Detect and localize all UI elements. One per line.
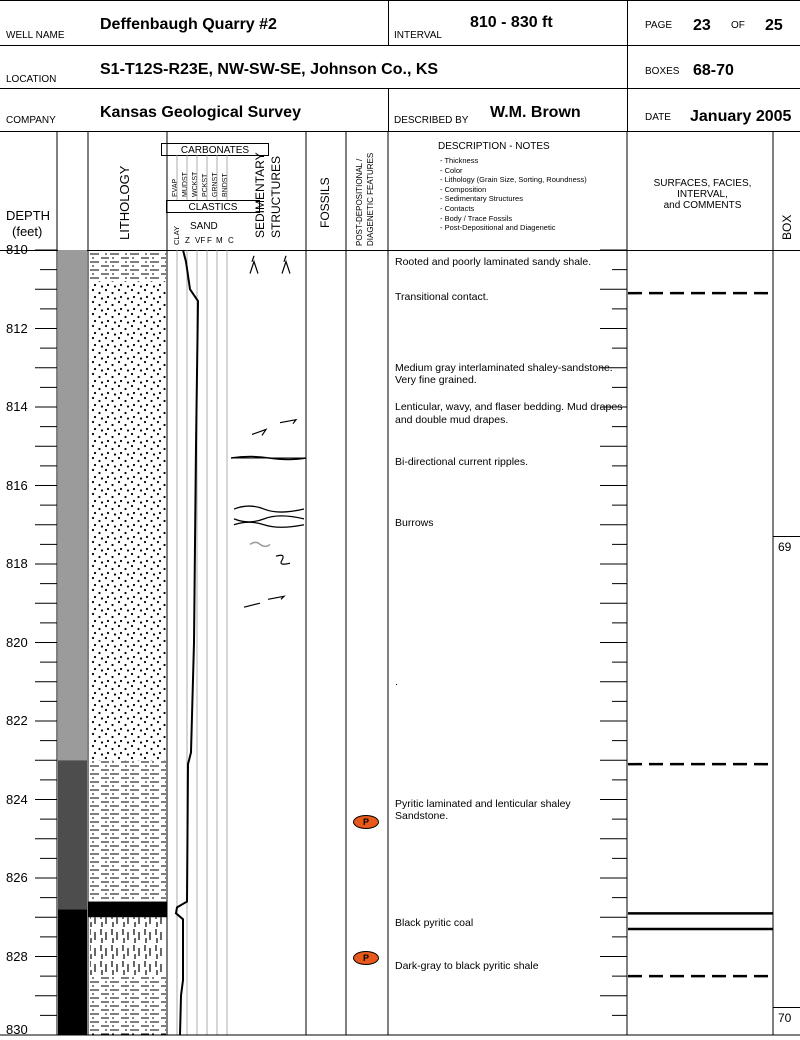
depth-label: 816 — [6, 477, 28, 493]
sed-structures-heading-1: SEDIMENTARY — [253, 152, 267, 238]
depth-label: 814 — [6, 399, 28, 414]
lithology-dark-shale — [90, 976, 166, 1035]
description-note-item: - Color — [440, 165, 463, 175]
box-heading: BOX — [780, 214, 794, 240]
description-text: Burrows — [395, 516, 434, 529]
fossils-heading: FOSSILS — [318, 177, 332, 228]
date-value: January 2005 — [690, 108, 792, 125]
lithology-coal — [88, 902, 167, 918]
well-name: Deffenbaugh Quarry #2 — [100, 16, 277, 33]
described-by-label: DESCRIBED BY — [394, 115, 469, 126]
description-text: Bi-directional current ripples. — [395, 456, 529, 469]
description-note-item: - Body / Trace Fossils — [440, 213, 513, 223]
grain-size-label: M — [216, 236, 223, 245]
depth-label: 822 — [6, 713, 28, 728]
description-note-item: - Contacts — [440, 203, 475, 213]
lithology-heading: LITHOLOGY — [117, 165, 132, 240]
grain-size-label: VF — [195, 236, 206, 245]
color-band-black — [58, 909, 87, 1035]
lenticular-bedding-icon — [244, 596, 284, 607]
description-text: Rooted and poorly laminated sandy shale. — [395, 255, 592, 268]
description-text: Dark-gray to black pyritic shale — [395, 960, 539, 973]
depth-label: 824 — [6, 791, 28, 807]
box-number: 70 — [778, 1010, 792, 1025]
depth-label: 818 — [6, 556, 28, 571]
depth-label: 812 — [6, 320, 28, 336]
interval-value: 810 - 830 ft — [470, 14, 553, 31]
page-label: PAGE — [645, 20, 673, 31]
boxes-value: 68-70 — [693, 62, 734, 79]
location-value: S1-T12S-R23E, NW-SW-SE, Johnson Co., KS — [100, 61, 439, 78]
surfaces-heading-1: SURFACES, FACIES, — [653, 178, 752, 189]
bidirectional-ripple-icon — [234, 506, 304, 527]
pyrite-marker-icon: P — [353, 815, 379, 829]
root-trace-icon — [282, 256, 290, 274]
boxes-label: BOXES — [645, 66, 680, 77]
depth-label: 820 — [6, 634, 28, 650]
description-note-item: - Composition — [440, 184, 487, 194]
sand-label: SAND — [190, 221, 218, 232]
of-label: OF — [731, 20, 745, 31]
grain-size-label: Z — [185, 236, 190, 245]
box-number: 69 — [778, 539, 792, 554]
post-dep-heading-1: POST-DEPOSITIONAL / — [355, 158, 364, 246]
description-text: Black pyritic coal — [395, 917, 474, 930]
description-text: Lenticular, wavy, and flaser bedding. Mud drapes and double mud drapes. — [395, 401, 623, 426]
burrow-icon — [250, 542, 270, 546]
surfaces-heading-2: INTERVAL, — [677, 189, 728, 200]
description-text: . — [395, 675, 398, 688]
depth-label: 830 — [6, 1022, 28, 1037]
description-text: Pyritic laminated and lenticular shaley Sandstone. — [395, 797, 571, 822]
carbonate-type-label: GRNST — [212, 172, 219, 197]
company-label: COMPANY — [6, 115, 56, 126]
lithology-vertical-shale — [90, 917, 166, 976]
depth-unit: (feet) — [12, 224, 43, 239]
depth-heading: DEPTH — [6, 208, 51, 223]
page-total: 25 — [765, 17, 783, 34]
description-text: Transitional contact. — [395, 291, 489, 304]
date-label: DATE — [645, 112, 671, 123]
carbonates-box: CARBONATES — [161, 143, 269, 156]
interval-label: INTERVAL — [394, 30, 442, 41]
color-band-medium-gray — [58, 250, 87, 760]
carbonate-type-label: MUDST — [182, 172, 189, 197]
flaser-bedding-icon — [252, 420, 296, 436]
description-heading: DESCRIPTION - NOTES — [438, 141, 550, 152]
description-note-item: - Thickness — [440, 156, 479, 165]
depth-label: 826 — [6, 870, 28, 885]
clastics-box: CLASTICS — [166, 200, 260, 213]
lithology-shale — [90, 250, 166, 281]
described-by-value: W.M. Brown — [490, 104, 581, 121]
lithology-shaley-sandstone — [90, 760, 166, 901]
location-label: LOCATION — [6, 74, 57, 85]
depth-label: 810 — [6, 242, 28, 257]
carbonate-type-label: PCKST — [202, 173, 209, 197]
carbonate-type-label: BNDST — [222, 173, 229, 197]
sed-structures-heading-2: STRUCTURES — [269, 155, 283, 238]
description-note-item: - Sedimentary Structures — [440, 194, 523, 204]
description-text: Medium gray interlaminated shaley-sandstone. Very fine grained. — [395, 361, 613, 387]
pyrite-marker-icon: P — [353, 951, 379, 965]
depth-label: 828 — [6, 948, 28, 964]
color-band-dark-gray — [58, 760, 87, 909]
grain-size-label: F — [207, 236, 212, 245]
burrow-icon — [276, 555, 290, 564]
carbonate-type-label: EVAP — [172, 178, 179, 197]
surfaces-heading-3: and COMMENTS — [663, 200, 742, 211]
grain-size-label: C — [228, 236, 234, 245]
lithology-sandstone — [90, 281, 166, 760]
description-note-item: - Post-Depositional and Diagenetic — [440, 223, 556, 233]
well-name-label: WELL NAME — [6, 30, 65, 41]
company-value: Kansas Geological Survey — [100, 104, 301, 121]
clay-label: CLAY — [172, 225, 181, 245]
root-trace-icon — [250, 256, 258, 274]
description-note-item: - Lithology (Grain Size, Sorting, Roundness) — [440, 175, 587, 185]
page-number: 23 — [693, 17, 711, 34]
post-dep-heading-2: DIAGENETIC FEATURES — [366, 152, 375, 246]
carbonate-type-label: WCKST — [192, 171, 199, 197]
